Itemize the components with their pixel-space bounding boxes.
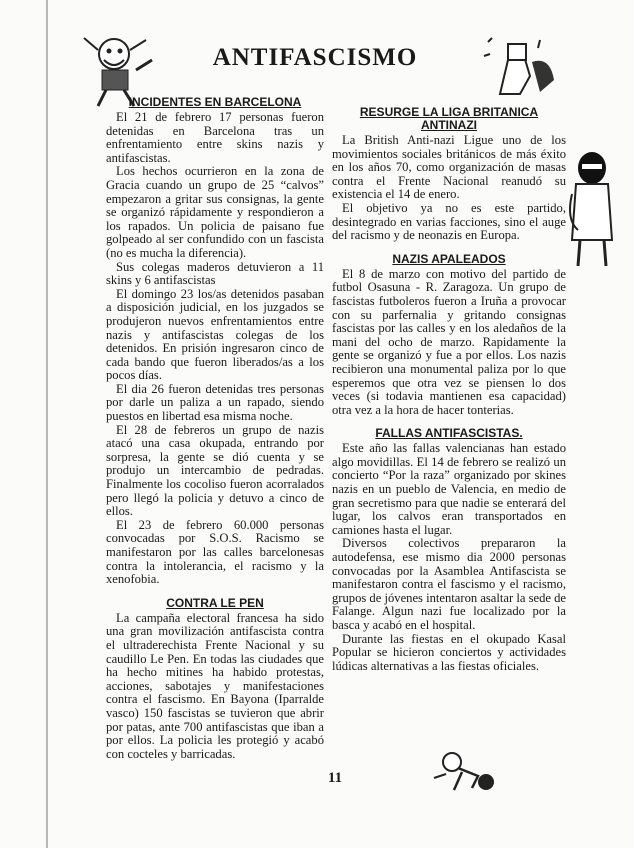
right-column xyxy=(332,106,566,673)
article-paragraph: Este año las fallas valencianas han estado algo movidillas. El 14 de febrero se realizó un concierto “Por la raza” organizado por skines nazis en un pueblo de Valencia, en medio de gran secretismo para que nadie se enterará del lugar, los calvos eran transportados en camiones hasta el lugar. xyxy=(332,441,566,537)
article-heading: NAZIS APALEADOS xyxy=(392,251,506,266)
article-paragraph: Los hechos ocurrieron en la zona de Gracia cuando un grupo de 25 “calvos” empezaron a gritar sus consignas, la gente se organizó rápidamente y respondieron a los rapados. Un policia de paisano fue golpeado al ser confundido con un fascista (no es mucha la diferencia). xyxy=(106,164,324,260)
article-heading: CONTRA LE PEN xyxy=(166,595,264,610)
page-number: 11 xyxy=(327,770,343,786)
left-column xyxy=(106,96,324,761)
article-paragraph: El 23 de febrero 60.000 personas convocadas por S.O.S. Racismo se manifestaron por las calles barcelonesas contra la intolerancia, el racismo y la xenofobia. xyxy=(106,517,324,587)
article-paragraph: El objetivo ya no es este partido, desintegrado en varias facciones, sino el auge del racismo y de neonazis en Europa. xyxy=(332,200,566,243)
hooded-figure-illustration xyxy=(568,150,614,270)
running-figure-illustration xyxy=(432,748,500,794)
article-paragraph: Sus colegas maderos detuvieron a 11 skins y 6 antifascistas xyxy=(106,259,324,288)
binding-edge xyxy=(46,0,48,848)
article-paragraph: El dia 26 fueron detenidas tres personas por darle un paliza a un rapado, siendo puestos en libertad esa misma noche. xyxy=(106,381,324,424)
article-paragraph: Diversos colectivos prepararon la autodefensa, ese mismo dia 2000 personas convocadas por la Asamblea Antifascista se manifestaron contra el fascismo y el racismo, grupos de jóvenes intentaron asaltar la sede de Falange. Algun nazi fue localizado por la basca y acabó en el hospital. xyxy=(332,536,566,632)
article-paragraph: El domingo 23 los/as detenidos pasaban a disposición judicial, en los juzgados se produjeron nuevos enfrentamientos entre nazis y antifascistas colegas de los detenidos. En prisión ingresaron cinco de cada bando que fueron liberados/as a los pocos días. xyxy=(106,286,324,383)
article-paragraph: El 28 de febreros un grupo de nazis atacó una casa okupada, entrando por sorpresa, la gente se dió cuenta y se produjo un intercambio de pedradas. Finalmente los cocoliso fueron acorralados pero llegó la policia y detuvo a cinco de ellos. xyxy=(106,422,324,519)
article-paragraph: El 21 de febrero 17 personas fueron detenidas en Barcelona tras un enfrentamiento entre skins nazis y antifascistas. xyxy=(106,110,324,165)
article-heading: INCIDENTES EN BARCELONA xyxy=(128,95,302,109)
article-paragraph: El 8 de marzo con motivo del partido de futbol Osasuna - R. Zaragoza. Un grupo de fascistas futboleros fueron a Iruña a provocar con su parfernalia y gritando consignas fascistas por las calles y en los aledaños de la mani del ocho de marzo. Rapidamente la gente se organizó y fue a por ellos. Los nazis recibieron una monumental paliza por lo que esperemos que otra vez se piensen lo dos veces (si todavia mantienen esa capacidad) otra vez a la hora de hacer tonterias. xyxy=(332,266,566,417)
article-paragraph: La campaña electoral francesa ha sido una gran movilización antifascista contra el ultraderechista Frente Nacional y su caudillo Le Pen. En todas las ciudades que ha hecho mitines ha habido protestas, acciones, sabotajes y manifestaciones contra el fascismo. En Bayona (Iparralde vasco) 150 fascistas se tuvieron que abrir por patas, ante 700 antifascistas que iban a por ellos. La policia les protegió y acabó con cocteles y barricadas. xyxy=(106,610,324,761)
article-paragraph: Durante las fiestas en el okupado Kasal Popular se hicieron conciertos y actividades lúdicas alternativas a las fiestas oficiales. xyxy=(332,631,566,673)
article-paragraph: La British Anti-nazi Ligue uno de los movimientos sociales británicos de más éxito en los años 70, como organización de masas contra el Frente Nacional reanudó su existencia el 14 de enero. xyxy=(332,133,566,202)
article-heading: FALLAS ANTIFASCISTAS. xyxy=(375,426,523,441)
article-heading: RESURGE LA LIGA BRITANICA ANTINAZI xyxy=(359,105,539,132)
page-title: ANTIFASCISMO xyxy=(212,44,418,71)
raised-fist-illustration xyxy=(480,36,562,96)
